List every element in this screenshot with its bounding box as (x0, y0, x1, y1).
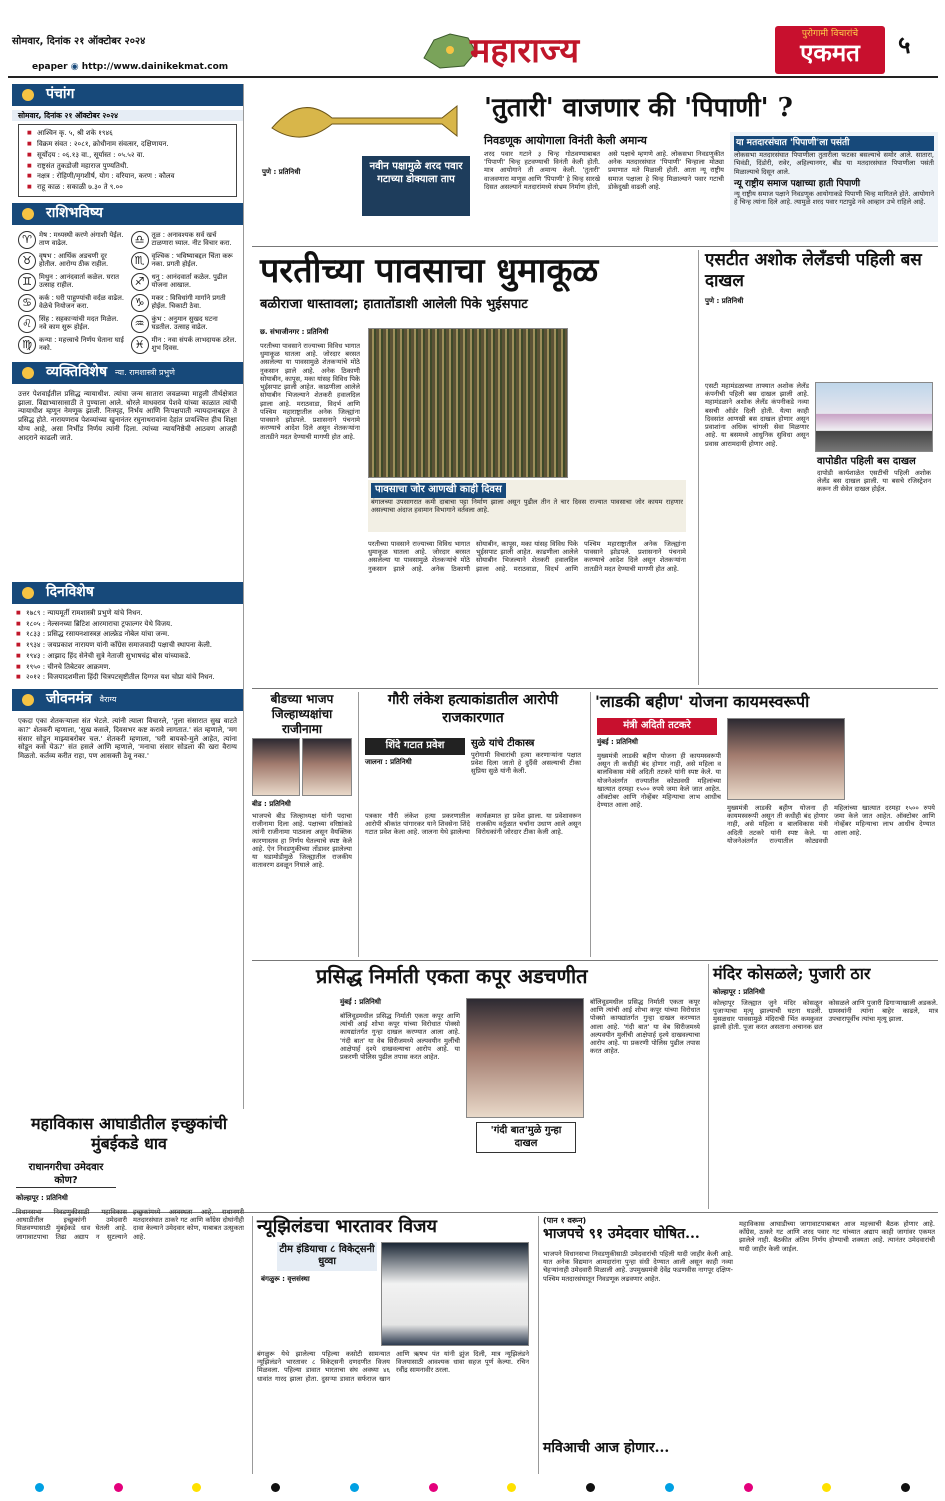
gauri-headline: गौरी लंकेश हत्याकांडातील आरोपी राजकारणात (387, 692, 559, 726)
bus-box (815, 454, 933, 572)
capricorn-icon: ♑ (131, 294, 149, 312)
panchang-line: ■ सूर्योदय : ०६.१३ वा., सूर्यास्त : ०५.५२ वा. (23, 150, 232, 161)
cyan-mark (35, 1483, 44, 1492)
tutari-subhead: निवडणूक आयोगाला विनंती केली अमान्य (484, 134, 647, 147)
registration-marks (0, 1478, 945, 1496)
divider (252, 246, 938, 247)
rain-dateline: छ. संभाजीनगर : प्रतिनिधी (260, 328, 329, 336)
gauri-quote-title: सुळे यांचे टीकास्त्र (471, 738, 535, 749)
globe-icon: ◉ (70, 62, 79, 72)
rashi-item: ♈ मेष : मध्यस्थी करणे अंगाशी येईल. ताण वाढेल. (18, 231, 125, 249)
mva-article (12, 1114, 246, 1474)
black-mark (901, 1483, 910, 1492)
brand-logo (775, 26, 885, 74)
rain-body: परतीच्या पावसाने राज्याच्या विविध भागात धुमाकूळ घातला आहे. जोरदार बरसत असलेल्या या पावसामुळे शेतकऱ्यांचे मोठे नुकसान झाले आहे. अनेक ठिकाणी सोयाबीन, कापूस, मका यांसह विविध पिके भुईसपाट झाली आहेत. काढणीला आलेले सोयाबीन भिजल्याने शेतकरी हवालदिल झाला आहे. मराठवाडा, विदर्भ आणि पश्चिम महाराष्ट्रातील अनेक जिल्ह्यांना पावसाने झोडपले. प्रशासनाने पंचनामे करण्याचे आदेश दिले असून शेतकऱ्यांना तातडीने मदत देण्याची मागणी होत आहे. (260, 342, 360, 441)
ladki-headline: 'लाडकी बहीण' योजना कायमस्वरूपी (595, 692, 810, 711)
gauri-body: पत्रकार गौरी लंकेश हत्या प्रकरणातील आरोपी श्रीकांत पांगारकर याने शिवसेना शिंदे गटात प्रवेश केला आहे. जालना येथे झालेल्या कार्यक्रमात हा प्रवेश झाला. या प्रवेशावरून राजकीय वर्तुळात चर्चांना उधाण आले असून विरोधकांनी जोरदार टीका केली आहे. (365, 812, 581, 837)
calendar-icon (22, 587, 34, 599)
tutari-box: नवीन पक्षामुळे शरद पवार गटाच्या डोक्याला ताप (362, 156, 470, 216)
panchang-line: ■ नक्षत्र : रोहिणी/मृगशीर्ष, योग : वरियान, करण : कौलव (23, 171, 232, 182)
panchang-header: पंचांग (12, 84, 243, 106)
nz-dateline: बंगळुरू : वृत्तसंस्था (261, 1274, 310, 1283)
gauri-quote-body: पुरोगामी विचारांची हत्या करणाऱ्यांना पक्षात प्रवेश दिला जातो हे दुर्दैवी असल्याची टीका सुप्रिया सुळे यांनी केली. (471, 750, 581, 775)
yellow-mark (822, 1483, 831, 1492)
mandir-headline: मंदिर कोसळले; पुजारी ठार (713, 964, 871, 983)
ekta-box: 'गंदी बात'मुळे गुन्हा दाखल (476, 1122, 576, 1153)
bus-body: एसटी महामंडळाच्या ताफ्यात अशोक लेलँड कंपनीची पहिली बस दाखल झाली आहे. महामंडळाने अशोक लेलँड कंपनीकडे नव्या बसची ऑर्डर दिली होती. येत्या काही दिवसांत आणखी बस दाखल होणार असून प्रवाशांना अधिक चांगली सेवा मिळणार आहे. या बसमध्ये आधुनिक सुविधा असून प्रवास आरामदायी होणार आहे. (705, 382, 809, 448)
black-mark (586, 1483, 595, 1492)
epaper-label: epaper (32, 62, 68, 72)
mandir-article (708, 964, 938, 1209)
magenta-mark (114, 1483, 123, 1492)
ekta-dateline: मुंबई : प्रतिनिधी (340, 998, 381, 1006)
rashi-item: ♎ तूळ : अनावश्यक सर्व खर्च टाळणारा घ्याल. नीट विचार करा. (131, 231, 238, 249)
panchang-line: ■ राष्ट्रसंत तुकडोजी महाराज पुण्यतिथी. (23, 161, 232, 172)
gauri-box: शिंदे गटात प्रवेश (365, 738, 465, 755)
black-mark (271, 1483, 280, 1492)
lotus-icon (22, 694, 34, 706)
gauri-dateline: जालना : प्रतिनिधी (365, 758, 412, 766)
beed-article (252, 692, 352, 957)
rashi-item: ♐ धनु : आनंदवार्ता कळेल. पुढील योजना आखाल. (131, 273, 238, 291)
star-icon (22, 208, 34, 220)
tutari-body: शरद पवार गटाने ३ चिन्ह गोठवण्याबाबत 'पिपाणी' चिन्ह हटवण्याची विनंती केली होती. मात्र आयोगाने ती अमान्य केली. 'तुतारी' वाजवणारा माणूस आणि 'पिपाणी' हे चिन्ह सारखे दिसत असल्याने मतदारांमध्ये संभ्रम निर्माण होतो, असे पक्षाचे म्हणणे आहे. लोकसभा निवडणुकीत अनेक मतदारसंघात 'पिपाणी' चिन्हाला मोठ्या प्रमाणात मते मिळाली होती. आता न्यू राष्ट्रीय समाज पक्षाला हे चिन्ह मिळाल्याने पवार गटाची डोकेदुखी वाढली आहे. (484, 150, 724, 191)
divider (252, 960, 938, 961)
sidebar (12, 84, 244, 1109)
sun-icon (22, 89, 34, 101)
bjp-body-2: महाविकास आघाडीच्या जागावाटपाबाबत आज महत्त्वाची बैठक होणार आहे. काँग्रेस, ठाकरे गट आणि शरद पवार गट यांच्यात अद्याप काही जागांवर एकमत झालेले नाही. बैठकीत अंतिम निर्णय होण्याची शक्यता आहे. त्यानंतर उमेदवारांची यादी जाहीर केली जाईल. (739, 1220, 935, 1253)
panchang-date: सोमवार, दिनांक २१ ऑक्टोबर २०२४ (12, 110, 243, 121)
dinvishesh-item: ■ १९५० : चीनचे तिबेटवर आक्रमण. (12, 662, 243, 673)
epaper-link[interactable] (32, 62, 228, 73)
person-icon (22, 367, 34, 379)
aquarius-icon: ♒ (131, 315, 149, 333)
rashi-item: ♑ मकर : विविधांगी मार्गाने प्रगती होईल. चिकाटी ठेवा. (131, 294, 238, 312)
dinvishesh-item: ■ १९३४ : जयप्रकाश नारायण यांनी काँग्रेस समाजवादी पक्षाची स्थापना केली. (12, 640, 243, 651)
side-body-1: लोकसभा मतदारसंघात पिपाणीला तुतारीला फटका बसल्याचे समोर आले. सातारा, भिवंडी, दिंडोरी, रावेर, अहिल्यानगर, बीड या मतदारसंघात पिपाणीला पसंती मिळाल्याचे दिसून आले. (734, 151, 934, 176)
bjp-headline: भाजपचे ९१ उमेदवार घोषित... (543, 1226, 700, 1242)
beed-photo-2 (302, 738, 352, 796)
beed-photo-1 (252, 738, 300, 796)
dinvishesh-item: ■ १९४३ : आझाद हिंद सेनेची सुत्रे नेताजी सुभाषचंद्र बोस यांच्याकडे. (12, 651, 243, 662)
ekta-body: बॉलिवूडमधील प्रसिद्ध निर्माती एकता कपूर आणि त्यांची आई शोभा कपूर यांच्या विरोधात पोक्सो कायद्यांतर्गत गुन्हा दाखल करण्यात आला आहे. 'गंदी बात' या वेब सिरीजमध्ये अल्पवयीन मुलींची आक्षेपार्ह दृश्ये दाखवल्याचा आरोप आहे. या प्रकरणी पोलिस पुढील तपास करत आहेत. (340, 1012, 460, 1062)
nz-headline: न्यूझिलंडचा भारतावर विजय (257, 1216, 437, 1237)
panchang-line: ■ विक्रम संवत : २०८१, क्रोधीनाम संवत्सर, दक्षिणायन. (23, 139, 232, 150)
beed-body: भाजपचे बीड जिल्हाध्यक्ष यांनी पदाचा राजीनामा दिला आहे. पक्षाच्या वरिष्ठांकडे त्यांनी राजीनामा पाठवला असून वैयक्तिक कारणास्तव हा निर्णय घेतल्याचे स्पष्ट केले आहे. ऐन निवडणुकीच्या तोंडावर झालेल्या या घडामोडीमुळे जिल्ह्यातील राजकीय वातावरण ढवळून निघाले आहे. (252, 812, 352, 870)
mandir-dateline: कोल्हापूर : प्रतिनिधी (713, 988, 765, 996)
trumpet-illustration (262, 88, 462, 158)
panchang-line: ■ राहू काळ : सकाळी ७.३० ते ९.०० (23, 182, 232, 193)
bjp-footer: मविआची आज होणार... (543, 1440, 670, 1456)
ekta-article (252, 964, 702, 1209)
leo-icon: ♌ (18, 315, 36, 333)
side-title-2: न्यू राष्ट्रीय समाज पक्षाच्या हाती पिपाणी (734, 178, 861, 189)
ladki-dateline: मुंबई : प्रतिनिधी (597, 738, 638, 746)
mva-box: राधानगरीचा उमेदवार कोण? (16, 1162, 116, 1188)
taurus-icon: ♉ (18, 252, 36, 270)
pisces-icon: ♓ (131, 336, 149, 354)
divider (252, 688, 938, 689)
rashi-item: ♓ मीन : नवा संपर्क लाभदायक ठरेल. शुभ दिवस. (131, 336, 238, 354)
bus-box-title: वापोडीत पहिली बस दाखल (817, 456, 916, 467)
jeevan-text: एकदा एका शेतकऱ्याला संत भेटले. त्यांनी त्याला विचारले, 'तुला संसारात सुख वाटते का?' शेतकरी म्हणाला, 'सुख कसले, दिवसभर कष्ट करावे लागतात.' संत म्हणाले, 'मग संसार सोडून माझ्याबरोबर चल.' शेतकरी म्हणाला, 'घरी बायको-मुले आहेत, त्यांना सोडून कसे येऊ?' संत हसले आणि म्हणाले, 'मनाचा संसार सोडला की खरा वैराग्य मिळतो. कर्तव्य करीत राहा, पण आसक्ती ठेवू नका.' (18, 717, 237, 761)
crop-photo (368, 328, 568, 478)
gauri-article (358, 692, 583, 957)
sagittarius-icon: ♐ (131, 273, 149, 291)
ladki-body-cont: मुख्यमंत्री लाडकी बहीण योजना ही कायमस्वरूपी असून ती कधीही बंद होणार नाही, असे महिला व बालविकास मंत्री अदिती तटकरे यांनी स्पष्ट केले. या योजनेअंतर्गत राज्यातील कोट्यवधी महिलांच्या खात्यात दरमहा १५०० रुपये जमा केले जात आहेत. ऑक्टोबर आणि नोव्हेंबर महिन्याचा लाभ आधीच देण्यात आला आहे. (727, 804, 935, 845)
bjp-body: भाजपने विधानसभा निवडणुकीसाठी उमेदवारांची पहिली यादी जाहीर केली आहे. यात अनेक विद्यमान आमदारांना पुन्हा संधी देण्यात आली असून काही नव्या चेहऱ्यांनाही उमेदवारी मिळाली आहे. उपमुख्यमंत्री देवेंद्र फडणवीस नागपूर दक्षिण-पश्चिम मतदारसंघातून निवडणूक लढवणार आहेत. (543, 1250, 733, 1283)
bus-box-body: दापोडी कार्यशाळेत एसटीची पहिली अशोक लेलँड बस दाखल झाली. या बसचे रजिस्ट्रेशन करून ती सेवेत दाखल होईल. (817, 468, 931, 493)
rain-photo-caption: बंगालच्या उपसागरात कमी दाबाचा पट्टा निर्माण झाला असून पुढील तीन ते चार दिवस राज्यात पावसाचा जोर कायम राहणार असल्याचा अंदाज हवामान विभागाने वर्तवला आहे. (371, 497, 683, 514)
nz-body: बंगळुरू येथे झालेल्या पहिल्या कसोटी सामन्यात न्यूझिलंडने भारतावर ८ विकेट्सनी दणदणीत विजय मिळवला. पहिल्या डावात भारताचा संघ अवघ्या ४६ धावांत गारद झाला होता. दुसऱ्या डावात सर्फराज खान आणि ऋषभ पंत यांनी झुंज दिली, मात्र न्यूझिलंडने विजयासाठी आवश्यक धावा सहज पूर्ण केल्या. रचिन रवींद्र सामनावीर ठरला. (257, 1350, 529, 1383)
side-title-1: या मतदारसंघात 'पिपाणी'ला पसंती (734, 136, 934, 151)
rashi-item: ♒ कुंभ : अनुमान सुखद घटना घडतील. उत्साह वाढेल. (131, 315, 238, 333)
ladki-body: मुख्यमंत्री लाडकी बहीण योजना ही कायमस्वरूपी असून ती कधीही बंद होणार नाही, असे महिला व बालविकास मंत्री अदिती तटकरे यांनी स्पष्ट केले. या योजनेअंतर्गत राज्यातील कोट्यवधी महिलांच्या खात्यात दरमहा १५०० रुपये जमा केले जात आहेत. ऑक्टोबर आणि नोव्हेंबर महिन्याचा लाभ आधीच देण्यात आला आहे. (597, 752, 721, 810)
rashi-header: राशिभविष्य (12, 203, 243, 225)
ekta-headline: प्रसिद्ध निर्माती एकता कपूर अडचणीत (316, 964, 588, 988)
mva-headline: महाविकास आघाडीतील इच्छुकांची मुंबईकडे धाव (30, 1114, 228, 1153)
mva-body: विधानसभा निवडणुकीसाठी महाविकास आघाडीतील इच्छुकांनी उमेदवारी मिळवण्यासाठी मुंबईकडे धाव घेतली आहे. जागावाटपाचा तिढा अद्याप न सुटल्याने इच्छुकांमध्ये अस्वस्थता आहे. राधानगरी मतदारसंघात ठाकरे गट आणि काँग्रेस दोघांनीही दावा केल्याने उमेदवार कोण, याबाबत उत्सुकता आहे. (16, 1208, 244, 1241)
bus-headline: एसटीत अशोक लेलँडची पहिली बस दाखल (705, 250, 922, 292)
brand-tagline: पुरोगामी विचारांचे (801, 29, 859, 39)
section-title: महाराज्य (470, 31, 580, 71)
magenta-mark (429, 1483, 438, 1492)
dinvishesh-item: ■ १८०५ : नेल्सनच्या ब्रिटिश आरमाराचा ट्रफाल्गर येथे विजय. (12, 619, 243, 630)
rashi-item: ♏ वृश्चिक : भविष्याबद्दल चिंता करू नका. प्रगती होईल. (131, 252, 238, 270)
cyan-mark (665, 1483, 674, 1492)
bjp-label: (पान १ वरून) (543, 1216, 587, 1225)
rashi-item: ♌ सिंह : सहकाऱ्यांची मदत मिळेल. नवे काम सुरू होईल. (18, 315, 125, 333)
rashi-item: ♋ कर्क : घरी पाहुण्यांची वर्दळ वाढेल. वेळेचे नियोजन करा. (18, 294, 125, 312)
bus-article (698, 250, 938, 685)
bus-dateline: पुणे : प्रतिनिधी (705, 296, 744, 305)
ladki-article (590, 692, 938, 957)
tutari-article (252, 84, 938, 244)
rashi-grid (12, 229, 243, 356)
dinvishesh-header: दिनविशेष (12, 582, 243, 604)
dinvishesh-item: ■ २०१२ : विजयादशमीला हिंदी चित्रपटसृष्टीतील दिग्गज यश चोप्रा यांचे निधन. (12, 672, 243, 683)
mva-dateline: कोल्हापूर : प्रतिनिधी (16, 1194, 68, 1202)
tutari-headline: 'तुतारी' वाजणार की 'पिपाणी' ? (484, 93, 793, 123)
cancer-icon: ♋ (18, 294, 36, 312)
dinvishesh-item: ■ १८३३ : प्रसिद्ध रसायनशास्त्रज्ञ आल्फ्रेड नोबेल यांचा जन्म. (12, 629, 243, 640)
beed-headline: बीडच्या भाजप जिल्हाध्यक्षांचा राजीनामा (270, 692, 334, 736)
cricket-photo (381, 1242, 529, 1346)
nz-article (252, 1216, 532, 1474)
side-body-2: न्यू राष्ट्रीय समाज पक्षाने निवडणूक आयोगाकडे पिपाणी चिन्ह मागितले होते. आयोगाने हे चिन्ह त्यांना दिले आहे. त्यामुळे शरद पवार गटापुढे नवे आव्हान उभे राहिले आहे. (734, 190, 934, 207)
rashi-item: ♉ वृषभ : आर्थिक अडचणी दूर होतील. आरोग्य ठीक राहील. (18, 252, 125, 270)
rashi-item: ♊ मिथुन : आनंदवार्ता कळेल. घरात उत्साह राहील. (18, 273, 125, 291)
bjp-article (538, 1216, 938, 1474)
scorpio-icon: ♏ (131, 252, 149, 270)
panchang-box (18, 124, 237, 197)
rain-photo-title: पावसाचा जोर आणखी काही दिवस (371, 483, 506, 498)
libra-icon: ♎ (131, 231, 149, 249)
yellow-mark (507, 1483, 516, 1492)
cyan-mark (350, 1483, 359, 1492)
aries-icon: ♈ (18, 231, 36, 249)
page-number: ५ (898, 31, 911, 59)
rain-headline: परतीच्या पावसाचा धुमाकूळ (260, 251, 599, 291)
tutari-side (730, 132, 938, 242)
ekta-body-cont: बॉलिवूडमधील प्रसिद्ध निर्माती एकता कपूर आणि त्यांची आई शोभा कपूर यांच्या विरोधात पोक्सो कायद्यांतर्गत गुन्हा दाखल करण्यात आला आहे. 'गंदी बात' या वेब सिरीजमध्ये अल्पवयीन मुलींची आक्षेपार्ह दृश्ये दाखवल्याचा आरोप आहे. या प्रकरणी पोलिस पुढील तपास करत आहेत. (590, 998, 700, 1056)
rain-deck: बळीराजा धास्तावला; हातातोंडाशी आलेली पिके भुईसपाट (260, 296, 528, 312)
rain-photo-box (368, 480, 686, 532)
ekta-photo (466, 998, 584, 1118)
bus-photo (815, 382, 933, 452)
dinvishesh-item: ■ १७८९ : न्यायमूर्ती रामशास्त्री प्रभुणे यांचे निधन. (12, 608, 243, 619)
vyakti-header: व्यक्तिविशेष न्या. रामशास्त्री प्रभुणे (12, 362, 243, 384)
tutari-dateline: पुणे : प्रतिनिधी (262, 168, 301, 176)
jeevan-header: जीवनमंत्र वैराग्य (12, 689, 243, 711)
page-date: सोमवार, दिनांक २१ ऑक्टोबर २०२४ (12, 36, 146, 47)
brand-name: एकमत (800, 38, 860, 68)
yellow-mark (192, 1483, 201, 1492)
rashi-item: ♍ कन्या : महत्त्वाचे निर्णय घेताना घाई नको. (18, 336, 125, 354)
mandir-body: कोल्हापूर जिल्ह्यात जुने मंदिर कोसळून पुजाऱ्याचा मृत्यू झाल्याची घटना घडली. मुसळधार पावसामुळे मंदिराची भिंत कमकुवत झाली होती. पूजा करत असताना अचानक छत कोसळले आणि पुजारी ढिगाऱ्याखाली अडकले. ग्रामस्थांनी त्यांना बाहेर काढले, मात्र उपचारापूर्वीच त्यांचा मृत्यू झाला. (713, 998, 938, 1032)
gemini-icon: ♊ (18, 273, 36, 291)
rain-body-cont: परतीच्या पावसाने राज्याच्या विविध भागात धुमाकूळ घातला आहे. जोरदार बरसत असलेल्या या पावसामुळे शेतकऱ्यांचे मोठे नुकसान झाले आहे. अनेक ठिकाणी सोयाबीन, कापूस, मका यांसह विविध पिके भुईसपाट झाली आहेत. काढणीला आलेले सोयाबीन भिजल्याने शेतकरी हवालदिल झाला आहे. मराठवाडा, विदर्भ आणि पश्चिम महाराष्ट्रातील अनेक जिल्ह्यांना पावसाने झोडपले. प्रशासनाने पंचनामे करण्याचे आदेश दिले असून शेतकऱ्यांना तातडीने मदत देण्याची मागणी होत आहे. (368, 540, 686, 573)
nz-box: टीम इंडियाचा ८ विकेट्सनी धुव्वा (277, 1242, 377, 1271)
site-url: http://www.dainikekmat.com (81, 62, 229, 72)
rain-article (252, 250, 692, 685)
ladki-box: मंत्री अदिती तटकरे (597, 718, 717, 735)
vyakti-text: उत्तर पेशवाईतील प्रसिद्ध न्यायाधीश. त्यांचा जन्म सातारा जवळच्या माहुली तीर्थक्षेत्रात झाला. विद्याभ्यासासाठी ते पुण्याला आले. थोरले माधवराव पेशवे यांच्या काळात त्यांची न्यायाधीश म्हणून नेमणूक झाली. निःस्पृह, निर्भय आणि निःपक्षपाती न्यायदानाबद्दल ते प्रसिद्ध होते. नारायणराव पेशव्यांच्या खुनानंतर रघुनाथरावांना देहांत प्रायश्चित्त हीच शिक्षा योग्य आहे, असा निर्भीड निर्णय त्यांनी दिला. त्यांच्या न्यायनिष्ठेची आठवण आजही आदराने काढली जाते. (18, 389, 237, 442)
virgo-icon: ♍ (18, 336, 36, 354)
beed-dateline: बीड : प्रतिनिधी (252, 800, 291, 808)
ladki-photo (727, 718, 845, 800)
gauri-quote (471, 738, 581, 808)
magenta-mark (744, 1483, 753, 1492)
panchang-line: ■ आश्विन कृ. ५, श्री शके १९४६ (23, 128, 232, 139)
header-rule (8, 76, 938, 78)
